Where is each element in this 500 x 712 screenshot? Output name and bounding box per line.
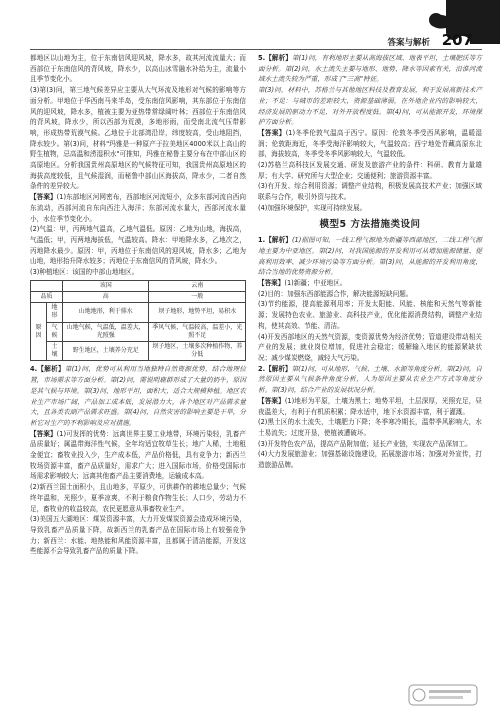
table-cell: 季风气候，气温较高，温差小，光照不足: [149, 322, 246, 341]
answer-tag: 【答案】: [30, 429, 57, 438]
question-block: [30, 364, 246, 428]
comparison-table: [30, 280, 246, 362]
table-header: 土壤: [46, 341, 62, 360]
watermark-stamp-icon: [408, 684, 478, 706]
header-title: 答案与解析: [387, 38, 430, 48]
answer-text: (4)加强环境保护，实现可持续发展。: [258, 203, 367, 212]
answer-text: (3)有开发、综合利用资源；调整产业结构，积极发展高技术产业；加强区域联系与合作，吸引外资与技术。: [258, 182, 482, 202]
answer-text: (1)地形为平原，土壤为黑土；地势平坦，土层深厚，光照充足，昼夜温差大，有利于有机质积累；降水适中，地下水资源丰富，利于灌溉。: [258, 396, 483, 416]
answer-text: (3)种植地区：该国的中部山地地区。: [30, 268, 139, 277]
table-row: [31, 322, 246, 341]
table-row: [31, 280, 246, 291]
answer-tag: 【答案】: [258, 279, 285, 288]
answer-text: (4)大力发展旅游业；加强基础设施建设，拓展旅游市场；加强对外宣传，打造旅游品牌。: [258, 450, 482, 470]
table-header: 原因: [31, 303, 47, 361]
table-header: 气候: [46, 322, 62, 341]
answer-block: [258, 278, 482, 289]
table-row: [31, 291, 246, 302]
table-row: [31, 341, 246, 360]
paragraph: (3)第(3)问，第三地气候差异应主要从大气环流及地形对气候的影响等方面分析。甲地位于华西南马来半岛，受东南信风影响，其东部位于东南信风的迎风坡，降水多，植被主要为亚热带常绿阔叶林；西部位于东南信风的背风坡，降水少，所以西部为荒漠，多地形雨，而受南北流气压带影响，形成热带荒漠气候。乙地位于北部湾沿岸，纬度较高，受山地阻挡，降水较少。第(3)问，材料"玛雅是一种原产于拉美地区4000米以上高山的野生植物，忌高温和涝湿积水"可推知，玛雅在秘鲁主要分布在中部山区的高原地区。分析我国贵州高原地区的气候特征可知，我国贵州高原地区的海拔高度较低，且气候湿润，而秘鲁中部山区海拔高，降水少，二者自然条件的差异较大。: [30, 86, 246, 191]
table-cell: 野生地区，土壤养分充足: [62, 341, 149, 360]
answer-block: [30, 192, 246, 224]
table-header: 该国: [62, 280, 149, 291]
question-tag: 1.【解析】: [258, 236, 292, 245]
table-cell: 坝子地形，地势平坦，易积水: [149, 303, 246, 322]
header-rule: [30, 49, 482, 50]
answer-text: (2)目的：加强东西部能源合作，解决能源短缺问题。: [258, 289, 413, 298]
paragraph: 都地区以山地为主，位于东南信风迎风坡，降水多，故其河流流量大；而西部位于东南信风的背风坡，降水少，以高山冰雪融水补给为主，流量小且季节变化小。: [30, 54, 246, 84]
table-cell: [31, 280, 63, 291]
analysis-text: 第(1)问，可从地形、气候、土壤、水源等角度分析。第(2)问，自然原因主要从气候条件角度分析，人为原因主要从农业生产方式等角度分析。第(3)问，结合产业的发展状况分析。: [258, 364, 482, 395]
answer-text: (2)苏格兰高科技区发展交通、研发及旅游产业的条件：科研、教育力量雄厚；有大学、研究所与大型企业；交通便利；旅游资源丰富。: [258, 161, 482, 180]
table-cell: 山地地形，利于排水: [62, 303, 149, 322]
answer-text: (3)节约能源，提高能源利用率；开发太阳能、风能、核能和天然气等新能源；发展特色农业、旅游业、高科技产业，优化能源消费结构，调整产业结构，使其高效、节能、清洁。: [258, 300, 482, 330]
answer-text: (4)开发西部地区的天然气资源，变资源优势为经济优势；管道建设带动相关产业的发展；就业岗位增加，促进社会稳定；缓解输入地区的能源紧缺状况；减少煤炭燃烧，减轻大气污染。: [258, 332, 482, 362]
question-block: [258, 235, 482, 278]
page-number: 207: [441, 31, 473, 49]
answer-text: (3)美国五大湖地区：煤炭资源丰富，大力开发煤炭资源会造成环境污染，导致乳畜产品质量下降，故新西兰的乳畜产品在国际市场上有较强竞争力；新西兰：水能、地热能和风能资源丰富，且都属于清洁能源，开发这些能源不会导致乳畜产品的质量下降。: [30, 515, 246, 556]
answer-tag: 【答案】: [30, 193, 57, 202]
table-cell: 坝子地区，土壤多次种植作物，养分低: [149, 341, 246, 360]
question-block: [258, 53, 482, 85]
table-cell: 一般: [149, 291, 246, 302]
answer-text: (1)新疆；中亚地区。: [284, 279, 347, 288]
analysis-text: (1)据图可知，一线工程气源地为新疆等西部地区，二线工程气源地主要为中亚地区。第(2)问，对我国能源的开发利用可从增加能源储量、提高利用效率、减少环境污染等方面分析。第(3)问，从能源的开发利用角度，结合当地的优势资源分析。: [258, 236, 483, 277]
table-header: 云南: [149, 280, 246, 291]
answer-text: (1)可发挥的优势：远离世界主要工业地带，环境污染轻，乳畜产品质量好；属温带海洋性气候，全年均适宜牧草生长；地广人稀，土地租金便宜；畜牧业投入少，生产成本低，产品价格低，具有竞争力；新西兰牧场资源丰富，畜产品质量好，需求广大；进入国际市场，价格受国际市场需求影响较大；远离其他畜产品主要消费地，运输成本高。: [30, 429, 247, 481]
table-header: 地形: [46, 303, 62, 322]
answer-block: [258, 128, 482, 160]
answer-tag: 【答案】: [258, 128, 286, 137]
answer-tag: 【答案】: [258, 396, 285, 405]
table-row: [31, 303, 246, 322]
right-column: [258, 53, 482, 471]
answer-text: (2)黑土区的水土流失，土壤肥力下降；冬季寒冷期长，温带季风影响大，水土易流失；过度开垦，使植被遭破坏。: [258, 418, 482, 437]
header-band: [0, 0, 500, 48]
question-tag: 4.【解析】: [30, 365, 65, 374]
table-cell: 高: [62, 291, 149, 302]
answer-text: (1)冬季伦敦气温高于西宁。原因：伦敦冬季受西风影响，温暖湿润；伦敦距海近，冬季受海洋影响较大，气温较高；西宁地处青藏高原东北部，海拔较高，冬季受冬季风影响较大，气温较低。: [258, 128, 483, 159]
question-tag: 5.【解析】: [258, 54, 292, 62]
table-header: 品质: [31, 291, 63, 302]
answer-text: (2)气温：甲，丙两地气温高，乙地气温低。原因：乙地为山地，海拔高，气温低；甲，丙两地海拔低，气温较高。降水：甲地降水多，乙地次之，丙地降水最少。原因：甲，丙地位于东南信风的迎风坡，降水多；乙地为山地，地形抬升降水较多；丙地位于东南信风的背风坡，降水少。: [30, 225, 246, 266]
left-column: [30, 53, 246, 557]
analysis-text: 第(3)问，材料中，苏格兰与其他地区科技及教育发展，利于发展高新技术产业；不足：与城市的差距较大，资源基础薄弱，在外地企业内的影响较大，经济发展的驱动力不足，对外开放程度低。第(4)问，可从能源开发，环境保护方面分析。: [258, 86, 482, 127]
analysis-text: 第(1)问，有利地形主要从高海拔区域、地表平坦，土壤肥沃等方面分析。第(2)问，水土流失主要与地形、地势、降水等因素有关，沿淮河流域水土流失较为严重，形成了"三高"特征。: [258, 54, 483, 84]
answer-text: (3)开发特色农产品，提高产品附加值；延长产业链，实现农产品深加工。: [258, 439, 472, 448]
answer-block: [258, 396, 482, 417]
answer-text: (2)新西兰国土面积小，且山地多，平原少，可供耕作的耕地总量少；气候终年温和，光照少，夏季凉爽，不利于粮食作物生长；人口少，劳动力不足，畜牧业的收益较高，农民更愿意从事畜牧业生产。: [30, 483, 246, 513]
answer-text: (1)东部地区河网密布，西部地区河流短小，众多东部河流自西向东流动，西部河流自东向西注入海洋；东部河流水量大，西部河流水量小，水位季节变化小。: [30, 193, 247, 223]
table-cell: 山地气候，气温低，温差大，光照强: [62, 322, 149, 341]
answer-block: [30, 429, 246, 483]
question-block: [258, 364, 482, 396]
question-tag: 2.【解析】: [258, 364, 292, 373]
analysis-text: 第(1)问，优势可从利用当地独特自然资源优势，结合地理位置，市场需求等方面分析。第(2)问，需说明鹿群形成了大量的奶牛，原因是其气候与环境。第(3)问，地形平坦，面积大，适合大规模种植。地区农业生产市场广阔，产品加工成本低，发展潜力大，各个地区对产品需求量大，且各类农副产品需求旺盛。第(4)问，自然灾害的影响主要是干旱，分析它对生产的不利影响及应对措施。: [30, 365, 246, 427]
section-title: 模型5 方法措施类设问: [319, 218, 421, 230]
